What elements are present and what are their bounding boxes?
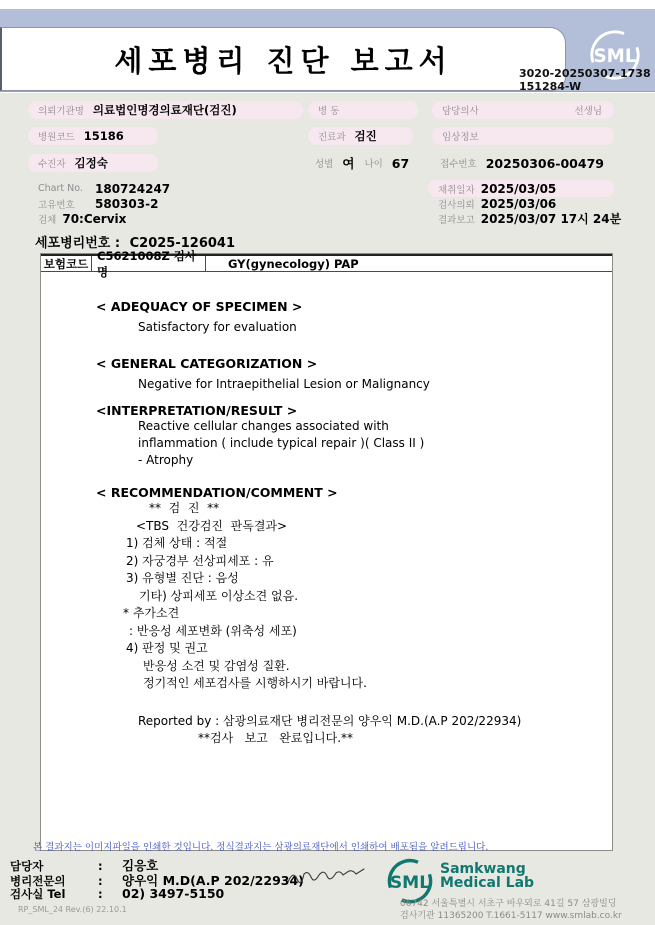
recommendation-heading: < RECOMMENDATION/COMMENT > [96,485,338,500]
recommendation-line: 1) 검체 상태 : 적절 [126,536,228,550]
title-box [0,27,566,91]
signature [286,867,372,889]
doctor-suffix: 선생님 [574,106,602,117]
sex-label: 성별 [315,159,334,170]
svg-text:SML: SML [389,873,431,893]
svg-text:SML: SML [593,45,637,67]
lab-tel-row [10,886,224,902]
colon: : [98,874,103,888]
receipt-value: 20250306-00479 [485,155,604,171]
categorization-heading: < GENERAL CATEGORIZATION > [96,356,318,371]
receipt-row [440,154,604,172]
result-content [41,272,612,747]
categorization-text: Negative for Intraepithelial Lesion or Malignancy [138,377,430,391]
chart-no-row [38,181,170,196]
lab-address: 06742 서울특별시 서초구 바우뫼로 41길 57 삼광빌딩 [400,899,617,909]
request-date-label: 검사의뢰 [438,199,475,211]
sex-age-row [315,154,409,172]
lab-name [440,862,534,890]
document-number-2: 151284-W [519,80,582,93]
lab-name-line1: Samkwang [440,861,526,877]
completion-note: **검사 보고 완료입니다.** [198,730,354,745]
collect-date-value: 2025/03/05 [480,181,557,196]
department-value: 검진 [354,129,377,143]
department-field [308,127,413,145]
recommendation-line: 기타) 상피세포 이상소견 없음. [139,588,299,603]
recommendation-line: 3) 유형별 진단 : 음성 [126,571,239,585]
patient-field [28,154,158,172]
recommendation-line: 2) 자궁경부 선상피세포 : 유 [126,553,274,568]
recommendation-line: * 추가소견 [123,606,180,620]
lab-name-line2: Medical Lab [440,875,535,891]
patient-name: 김정숙 [74,156,108,170]
chart-no-label: Chart No. [38,183,83,194]
report-date-row [438,211,621,226]
collect-date-field [428,180,614,197]
doctor-label: 담당의사 [442,106,479,117]
colon: : [98,887,103,901]
interpretation-line: inflammation ( include typical repair )( Class II ) [138,436,425,450]
unique-no-value: 580303-2 [95,196,159,211]
hospital-code-label: 병원코드 [38,132,75,143]
age-label: 나이 [364,159,383,170]
department-label: 진료과 [318,132,346,143]
recommendation-line: <TBS 건강검진 판독결과> [136,518,288,533]
report-date-label: 결과보고 [438,214,475,226]
result-box [40,248,613,851]
document-numbers [519,67,651,93]
requesting-org-label: 의뢰기관명 [38,106,84,117]
age-value: 67 [391,155,410,171]
print-notice: 본 결과지는 이미지파일을 인쇄한 것입니다. 정식결과지는 삼광의료재단에서 인쇄하여 배포됨을 알려드립니다. [33,842,489,853]
form-number: RP_SML_24 Rev.(6) 22.10.1 [18,905,127,914]
test-code-cell: C5621008Z 검사명 [92,256,206,271]
document-number-1: 3020-20250307-1738 [519,67,651,80]
specimen-value: 70:Cervix [62,211,127,226]
clinical-info-label: 임상정보 [442,132,479,143]
colon: : [98,859,103,873]
request-date-row [438,196,556,211]
staff-name: 김응호 [122,858,159,873]
reported-by: Reported by : 삼광의료재단 병리전문의 양우익 M.D.(A.P 202/22934) [138,713,522,728]
recommendation-line: ** 검 진 ** [149,501,220,515]
recommendation-line: 정기적인 세포검사를 시행하시기 바랍니다. [143,676,367,690]
chart-no-value: 180724247 [95,181,171,196]
recommendation-line: 4) 판정 및 권고 [126,641,208,655]
pathologist-name: 양우익 M.D(A.P 202/22934) [122,873,304,888]
interpretation-heading: <INTERPRETATION/RESULT > [96,403,298,418]
pathology-number-label: 세포병리번호 : [35,236,121,251]
receipt-label: 접수번호 [440,159,477,170]
adequacy-text: Satisfactory for evaluation [138,320,297,334]
report-date-value: 2025/03/07 17시 24분 [480,212,622,226]
lab-tel-label: 검사실 Tel [10,887,66,901]
ward-label: 병 동 [318,106,340,117]
test-name-cell: GY(gynecology) PAP [228,256,359,271]
pathology-number-value: C2025-126041 [129,236,235,251]
specimen-row [38,211,126,226]
page-title: 세포병리 진단 보고서 [114,43,453,78]
sex-value: 여 [342,156,355,171]
recommendation-line: 반응성 소견 및 감염성 질환. [143,658,290,673]
lab-tel-value: 02) 3497-5150 [122,886,225,901]
specimen-label: 검체 [38,214,57,226]
patient-label: 수진자 [38,159,66,170]
insurance-code-header: 보험코드 [41,256,92,271]
recommendation-line: : 반응성 세포변화 (위축성 세포) [129,623,297,638]
hospital-code-value: 15186 [83,129,124,143]
interpretation-line: - Atrophy [138,453,194,467]
ward-field [308,101,418,119]
doctor-field [432,101,614,119]
unique-no-label: 고유번호 [38,199,75,211]
request-date-value: 2025/03/06 [480,196,557,211]
requesting-org-value: 의료법인명경의료재단(검진) [92,103,237,117]
pathologist-label: 병리전문의 [10,874,66,888]
test-table-header [41,248,612,279]
lab-registration: 검사기관 11365200 T.1661-5117 www.smlab.co.kr [400,911,622,921]
interpretation-line: Reactive cellular changes associated with [138,419,389,433]
adequacy-heading: < ADEQUACY OF SPECIMEN > [96,299,303,314]
hospital-code-field [28,127,158,145]
clinical-info-field [432,127,614,145]
collect-date-label: 채취일자 [438,184,475,196]
requesting-org-field [28,101,303,119]
staff-label: 담당자 [10,859,44,873]
unique-no-row [38,196,158,211]
